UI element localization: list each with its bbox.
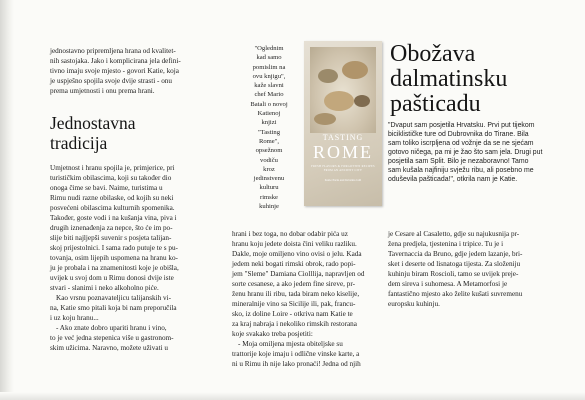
paragraph (232, 229, 382, 339)
text-line: ni u Rimu ih nije lako pronaći! Jedna od njih (232, 360, 361, 368)
paragraph (388, 229, 566, 309)
text-line: sorte cesanese, a ako jedem fine sireve, pr- (232, 280, 355, 288)
text-line: sam kušala najfiniju svježu ribu, ali posebno me (388, 167, 534, 174)
text-line: "Dvaput sam posjetila Hrvatsku. Prvi put tijekom (388, 122, 535, 129)
text-line: - Ako znate dobro upariti hranu i vino, (56, 324, 167, 332)
text-line: Tavernaccia da Bruno, gdje jedem lazanje, bri- (388, 250, 523, 258)
text-line: Rome", (258, 137, 280, 145)
text-line: skim užicima. Naravno, možete uživati u (50, 344, 168, 352)
food-dish-shape (324, 91, 354, 111)
text-line: je uspješno spojila svoje dvije strasti - onu (50, 77, 172, 85)
text-line: posvećeni obilascima kulturnih spomenika. (50, 204, 175, 212)
text-line: kaže slavni (254, 82, 284, 90)
text-line: vodiču (260, 156, 278, 164)
text-line: Obožava (390, 41, 476, 67)
text-line: tovanja, osim lijepih uspomena na hranu ko- (50, 254, 178, 262)
text-line: Rimu nudi razne obilaske, od kojih su neki (50, 194, 174, 202)
text-line: za kraj nabraja i nekoliko rimskih restorana (232, 320, 357, 328)
text-line: žena predjela, tjestenina i tripice. Tu je i (388, 240, 504, 248)
text-line: ovu knjigu", (252, 72, 286, 80)
text-line: tivno imaju svoje mjesto - govori Katie, koja (50, 67, 179, 75)
pull-quote (240, 44, 298, 211)
text-line: jedinstvenu (253, 175, 285, 183)
text-line: trattorije koje imaju i odlične vinske karte, a (232, 350, 360, 358)
text-line: Također, goste vodi i na kušanja vina, piva i (50, 214, 177, 222)
text-line: sket i deserte od lisnatoga tijesta. Za složeniju (388, 260, 521, 268)
text-line: pomislim na (252, 63, 286, 71)
text-line: Batali o novoj (250, 100, 288, 108)
text-line: dem sireva i suhomesa. A Metamorfosi je (388, 280, 508, 288)
food-dish-shape (318, 69, 338, 83)
text-line: jem "Sleme" Damiana Ciolllija, napravljen od (232, 270, 365, 278)
text-line: kuhinje (259, 203, 279, 211)
text-line: hrani i bez toga, no dobar odabir pića uz (232, 230, 348, 238)
text-line: Katienoj (257, 110, 281, 118)
text-line: oduševila pašticada!", otkrila nam je Katie. (388, 176, 518, 183)
text-line: ženu hranu ili ribu, tada biram neko kiselije, (232, 290, 360, 298)
page-gutter-shadow (0, 0, 14, 400)
text-line: chef Mario (254, 91, 284, 99)
text-line: - Moja omiljena mjesta obiteljske su (238, 340, 343, 348)
text-line: fantastično mjesto ako želite kušati suvremenu (388, 290, 523, 298)
text-line: ju je probala i na znamenitosti koje je obišla, (50, 264, 179, 272)
text-line: onoga čime se bavi. Naime, turistima u (50, 184, 163, 192)
text-line: "Oglednim (254, 45, 284, 52)
text-line: mineralnije vino sa Sicilije ili, pak, francu- (232, 300, 356, 308)
text-line: gotovo ničega, pa mi je žao što sam jela. Drugi put (388, 149, 543, 156)
column-3-bottom-text (388, 229, 566, 309)
text-line: kad samo (256, 54, 282, 62)
food-dish-shape (314, 113, 336, 125)
text-line: knjizi (261, 119, 277, 127)
column-1-top-text (50, 46, 220, 96)
food-dish-shape (354, 95, 370, 107)
text-line: kulturu (259, 184, 279, 192)
text-line: sko, iz doline Loire - otkriva nam Katie te (232, 310, 353, 318)
text-line: na, Katie smo pitali koja bi nam preporučila (50, 304, 177, 312)
text-line: je Cesare al Casaletto, gdje su najukusnija pr- (388, 230, 520, 238)
book-cover-tasting-rome (304, 41, 382, 206)
text-line: opsežnom (255, 147, 283, 155)
text-line: prema umjetnosti i onu prema hrani. (50, 87, 155, 95)
text-line: jednostavno pripremljena hrana od kvalitet- (50, 47, 176, 55)
text-line: kuhinju biram Roscioli, tamo se uvijek preje- (388, 270, 519, 278)
text-line: rimske (260, 193, 278, 201)
section-heading-obozava-pasticadu (390, 42, 580, 117)
text-line: jedem neki bogati rimski obrok, rado popi- (232, 260, 356, 268)
text-line: skoj prijestolnici. I sama rado putuje te s pu- (50, 244, 178, 252)
text-line: Dakle, moje omiljeno vino ovisi o jelu. Kada (232, 250, 362, 258)
text-line: slije biti najljepši suvenir s posjeta talijan- (50, 234, 172, 242)
book-cover-photo (310, 47, 376, 133)
paragraph (50, 163, 220, 293)
text-line: nih sastojaka. Jako i komplicirana jela defini- (50, 57, 181, 65)
column-1-main-text (50, 163, 220, 353)
text-line: Jednostavna (50, 113, 136, 133)
text-line: drugih iznenađenja za nepce, što će im po- (50, 224, 173, 232)
text-line: tradicija (50, 133, 108, 153)
text-line: europsku kuhinju. (388, 300, 440, 308)
text-line: turističkim obilascima, koji su također dio (50, 174, 172, 182)
food-dish-shape (342, 61, 368, 79)
text-line: hranu koju jedete doista čini veliku razliku. (232, 240, 357, 248)
page-bottom-shadow (0, 392, 585, 400)
book-title-main: ROME (312, 142, 373, 162)
paragraph (50, 46, 220, 96)
paragraph (50, 293, 220, 323)
column-3-intro-text (388, 121, 566, 184)
column-2-bottom-text (232, 229, 382, 369)
book-title-top: TASTING (322, 133, 364, 142)
text-line: pašticadu (390, 91, 481, 117)
text-line: kroz (263, 165, 275, 173)
text-line: stvari - slanimi i neko alkoholno piće. (50, 284, 159, 292)
book-authors: Katie Parla and Kristina Gill (324, 178, 362, 182)
text-line: dalmatinsku (390, 66, 508, 92)
text-line: Umjetnost i hranu spojila je, primjerice, pri (50, 164, 175, 172)
text-line: uvijek u svoj dom u Rimu donosi dvije iste (50, 274, 174, 282)
text-line: biciklističke ture od Dubrovnika do Tirane. Bila (388, 131, 529, 138)
text-line: "Tasting (257, 128, 280, 136)
paragraph (232, 339, 382, 369)
text-line: Kao vrsnu poznavateljicu talijanskih vi- (56, 294, 171, 302)
section-heading-jednostavna-tradicija (50, 113, 225, 153)
text-line: i uz koju hranu... (50, 314, 99, 322)
paragraph (50, 323, 220, 353)
book-subtitle: FRESH FLAVORS & FORGOTTEN RECIPES FROM AN ANCIENT CITY (311, 165, 375, 172)
text-line: sam toliko iscrpljena od vožnje da se ne sjećam (388, 140, 534, 147)
text-line: posjetila sam Split. Bilo je nezaboravno! Tamo (388, 158, 529, 165)
text-line: koje svakako treba posjetiti: (232, 330, 313, 338)
text-line: to je već jedna stepenica više u gastronom- (50, 334, 174, 342)
paragraph (388, 121, 566, 184)
